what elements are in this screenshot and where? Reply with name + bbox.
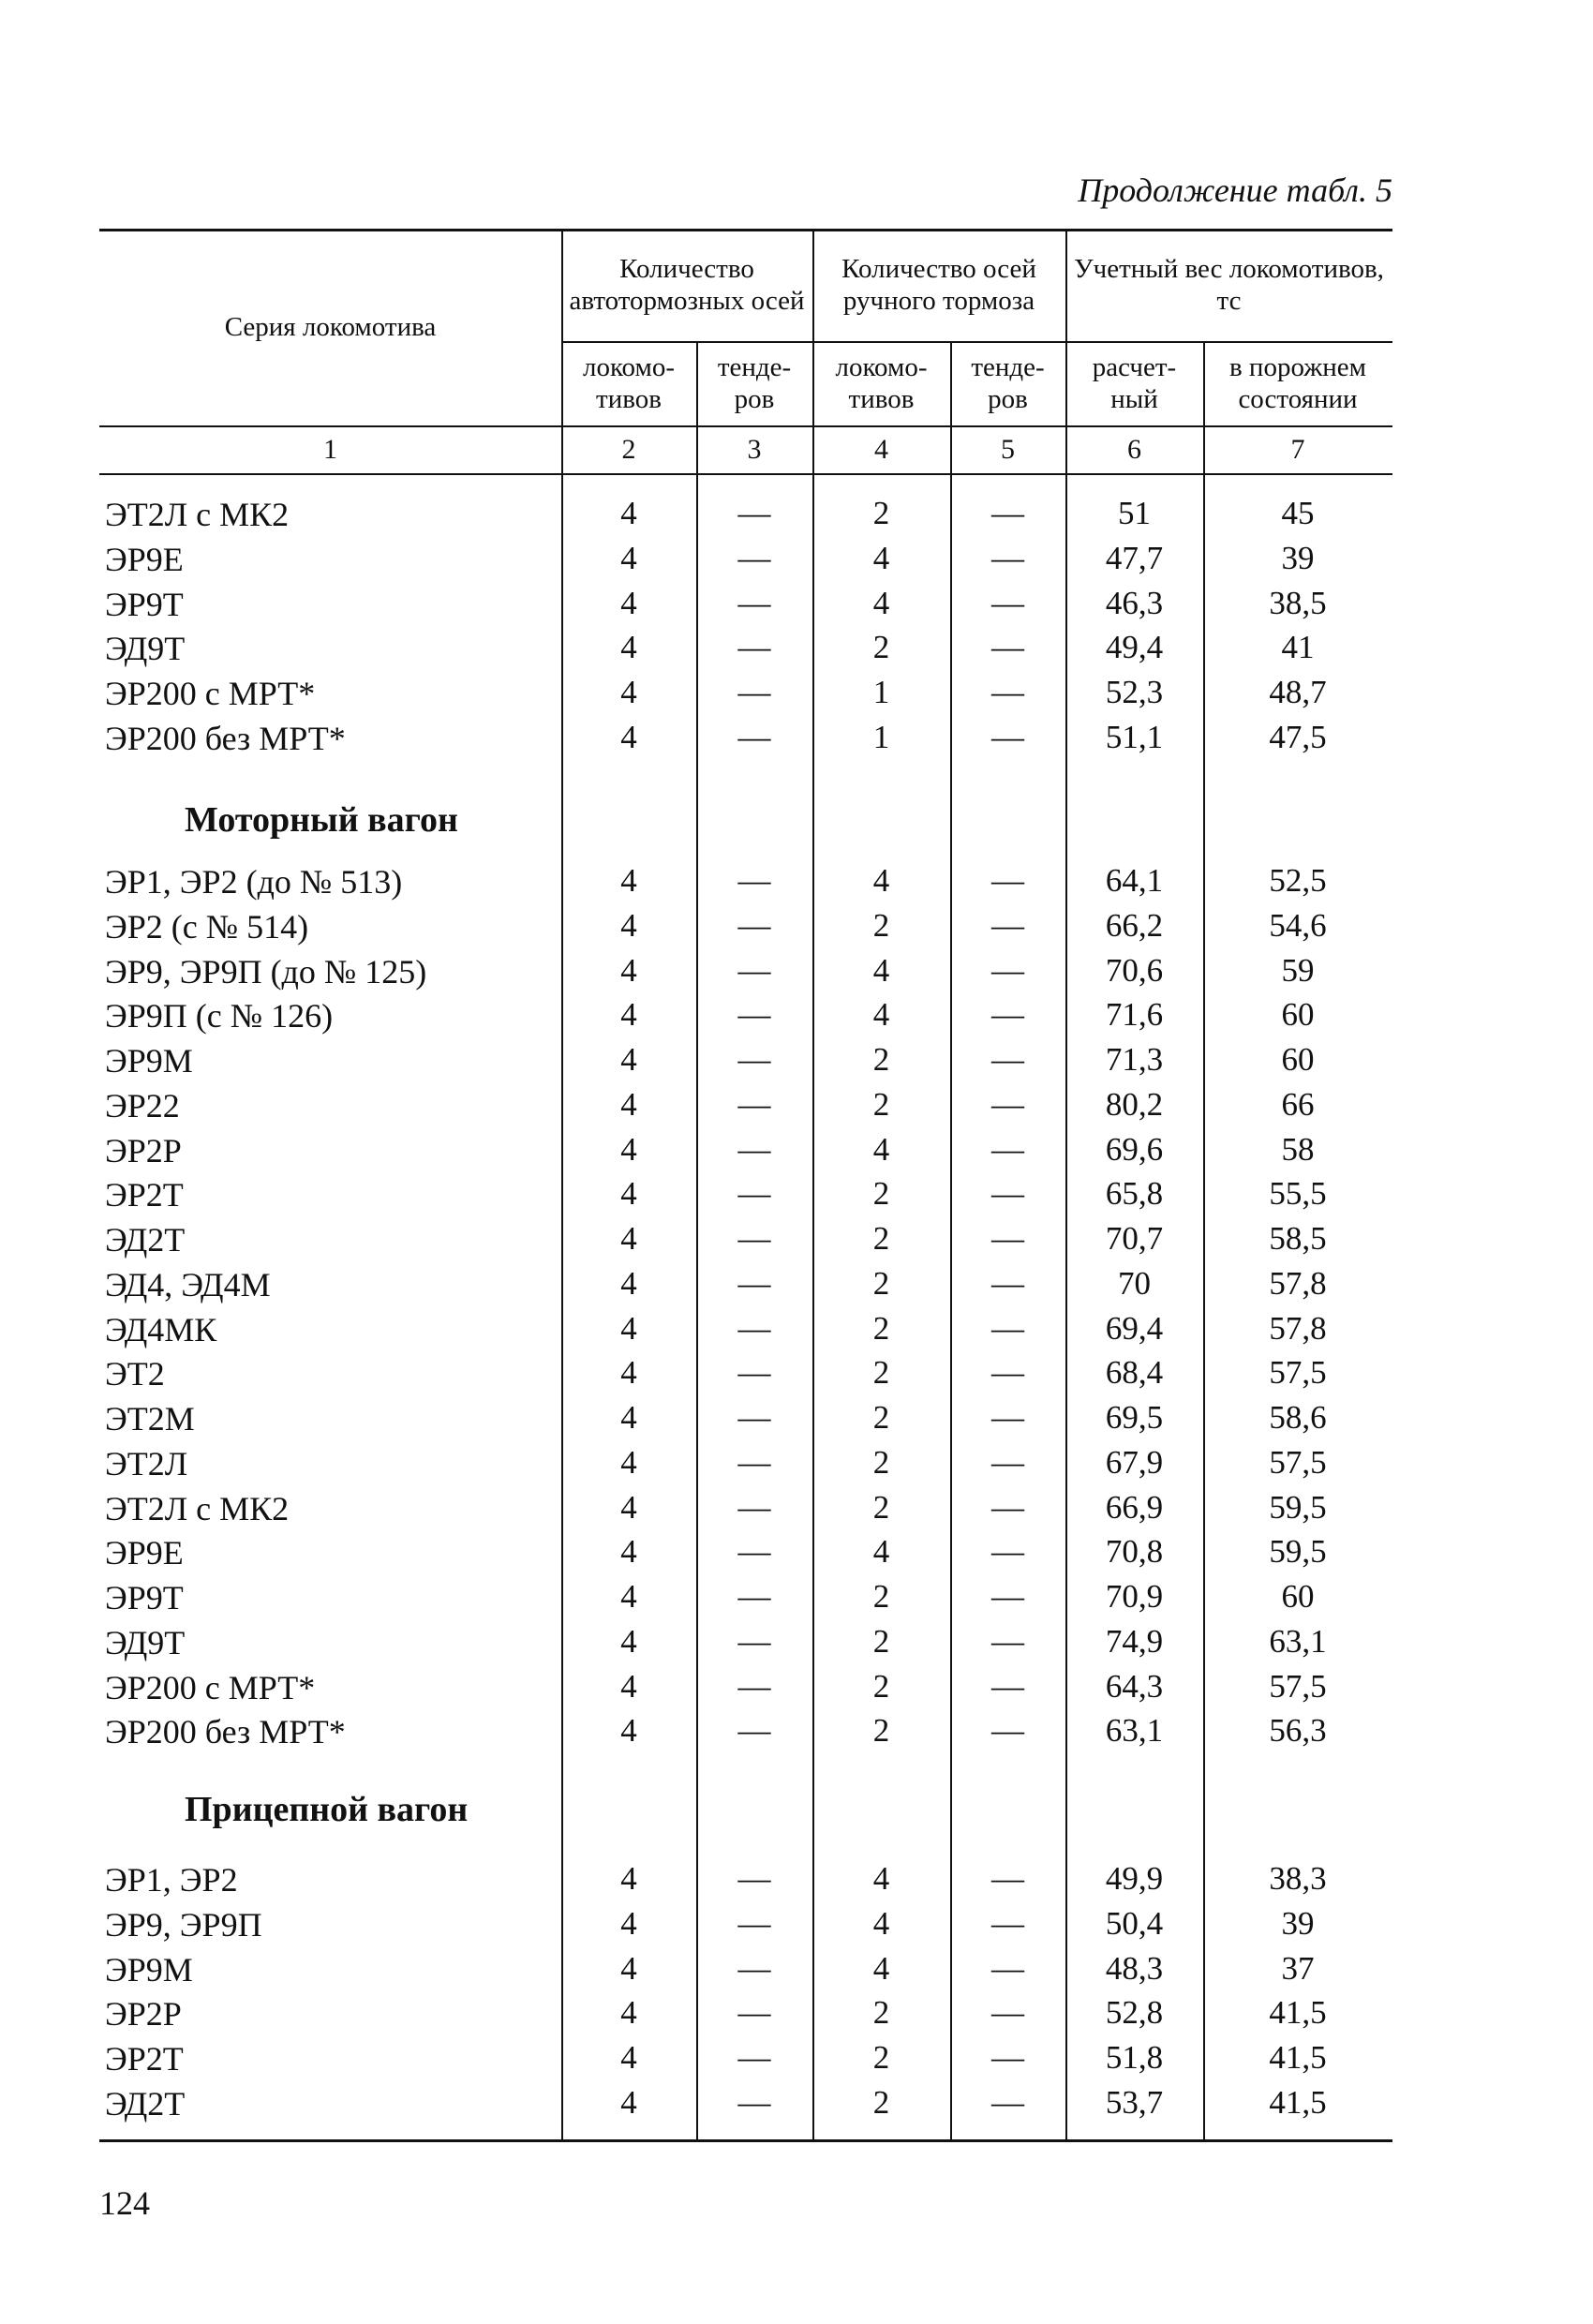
locomotive-series: ЭР22 (105, 1086, 180, 1125)
table-cell: — (991, 495, 1024, 531)
table-cell: — (991, 1264, 1024, 1302)
table-cell: 4 (620, 1667, 637, 1705)
table-cell: 4 (620, 906, 637, 944)
table-cell: — (991, 1860, 1024, 1897)
table-cell: 53,7 (1105, 2083, 1164, 2121)
table-cell: 58 (1281, 1130, 1315, 1168)
locomotive-series: ЭР9Е (105, 540, 184, 578)
table-cell: — (737, 1085, 771, 1123)
table-cell: 4 (620, 951, 637, 989)
table-cell: 4 (620, 862, 637, 899)
table-cell: 58,5 (1269, 1220, 1327, 1257)
table-cell: 2 (872, 1443, 890, 1481)
table-cell: 4 (620, 1399, 637, 1436)
table-cell: 4 (620, 1085, 637, 1123)
table-cell: 67,9 (1105, 1443, 1164, 1481)
table-cell: — (991, 862, 1024, 899)
header-locomotives: локомо- тивов (835, 352, 928, 414)
table-cell: 54,6 (1269, 906, 1327, 944)
table-cell: — (991, 629, 1024, 666)
table-cell: 41,5 (1269, 1994, 1327, 2032)
table-cell: — (737, 1533, 771, 1571)
table-cell: — (737, 906, 771, 944)
table-cell: 58,6 (1269, 1399, 1327, 1436)
locomotive-series: ЭД9Т (105, 630, 186, 668)
table-cell: — (991, 1130, 1024, 1168)
table-cell: 52,5 (1269, 862, 1327, 899)
header-tenders: тенде- ров (717, 352, 792, 414)
table-cell: 69,4 (1105, 1309, 1164, 1347)
table-cell: 2 (872, 1175, 890, 1213)
table-cell: 80,2 (1105, 1085, 1164, 1123)
table-cell: — (737, 495, 771, 531)
table-cell: 4 (620, 1041, 637, 1078)
table-cell: — (737, 584, 771, 621)
table-cell: — (991, 1533, 1024, 1571)
table-cell: 4 (620, 584, 637, 621)
table-cell: 4 (620, 1309, 637, 1347)
locomotive-series: ЭР200 без МРТ* (105, 1713, 346, 1751)
table-cell: 4 (872, 1130, 890, 1168)
table-cell: — (991, 1904, 1024, 1942)
table-cell: 4 (620, 1994, 637, 2032)
table-cell: 4 (620, 1533, 637, 1571)
table-cell: 71,6 (1105, 996, 1164, 1034)
table-cell: 69,6 (1105, 1130, 1164, 1168)
table-cell: 51,8 (1105, 2039, 1164, 2076)
table-cell: 4 (872, 1533, 890, 1571)
table-caption: Продолжение табл. 5 (1078, 171, 1392, 209)
table-cell: 2 (872, 1220, 890, 1257)
table-cell: 48,7 (1269, 674, 1327, 710)
table-cell: 74,9 (1105, 1622, 1164, 1660)
page-number: 124 (99, 2184, 150, 2222)
table-cell: — (737, 862, 771, 899)
table-cell: 2 (872, 1994, 890, 2032)
table-cell: — (991, 2083, 1024, 2121)
table-cell: 41,5 (1269, 2039, 1327, 2076)
header-empty-state: в порожнем состоянии (1228, 352, 1367, 414)
table-cell: 4 (872, 1860, 890, 1897)
table-cell: 63,1 (1269, 1622, 1327, 1660)
table-cell: 59,5 (1269, 1488, 1327, 1526)
table-cell: — (991, 1578, 1024, 1615)
table-cell: 71,3 (1105, 1041, 1164, 1078)
table-cell: — (737, 1399, 771, 1436)
locomotive-series: ЭР2 (с № 514) (105, 907, 309, 946)
table-cell: 2 (872, 1712, 890, 1750)
table-cell: — (991, 718, 1024, 755)
table-cell: 2 (872, 1309, 890, 1347)
column-number: 3 (747, 433, 762, 465)
header-series: Серия локомотива (224, 312, 437, 342)
locomotive-series: ЭР1, ЭР2 (105, 1861, 238, 1899)
table-cell: 59,5 (1269, 1533, 1327, 1571)
locomotive-series: ЭД2Т (105, 1221, 186, 1259)
table-cell: 55,5 (1269, 1175, 1327, 1213)
table-cell: — (991, 539, 1024, 576)
table-cell: 4 (872, 539, 890, 576)
table-cell: 4 (620, 1220, 637, 1257)
table-cell: 52,8 (1105, 1994, 1164, 2032)
table-cell: — (737, 1041, 771, 1078)
table-cell: — (737, 1949, 771, 1987)
table-cell: 4 (620, 1175, 637, 1213)
table-cell: 70 (1118, 1264, 1151, 1302)
locomotive-series: ЭР200 без МРТ* (105, 719, 346, 757)
table-cell: 45 (1281, 495, 1315, 531)
table-cell: 60 (1281, 996, 1315, 1034)
table-cell: 4 (620, 539, 637, 576)
table-cell: 4 (620, 2083, 637, 2121)
header-accounting-weight: Учетный вес локомотивов, тс (1074, 254, 1384, 316)
table-cell: — (991, 1085, 1024, 1123)
table-cell: 2 (872, 1354, 890, 1392)
table-cell: 70,8 (1105, 1533, 1164, 1571)
table-cell: 60 (1281, 1041, 1315, 1078)
table-cell: — (991, 2039, 1024, 2076)
table-bottom-rule (99, 2139, 1392, 2142)
table-cell: 4 (620, 674, 637, 710)
table-cell: — (737, 2039, 771, 2076)
table-cell: 2 (872, 2039, 890, 2076)
table-cell: 4 (872, 584, 890, 621)
locomotive-series: ЭТ2М (105, 1400, 195, 1438)
table-cell: 49,4 (1105, 629, 1164, 666)
locomotive-series: ЭР9М (105, 1950, 193, 1989)
header-locomotives: локомо- тивов (582, 352, 676, 414)
header-auto-brake-axles: Количество автотормозных осей (569, 254, 805, 316)
locomotive-series: ЭР9М (105, 1042, 193, 1080)
table-cell: — (991, 1309, 1024, 1347)
table-cell: 38,5 (1269, 584, 1327, 621)
table-cell: — (737, 1264, 771, 1302)
table-cell: — (737, 1443, 771, 1481)
locomotive-series: ЭР9П (с № 126) (105, 997, 334, 1035)
table-cell: 4 (620, 1622, 637, 1660)
locomotive-series: ЭР2Р (105, 1131, 182, 1169)
table-cell: — (737, 1354, 771, 1392)
table-cell: 70,7 (1105, 1220, 1164, 1257)
table-cell: 1 (872, 674, 890, 710)
table-cell: — (737, 1578, 771, 1615)
table-cell: — (991, 674, 1024, 710)
table-cell: — (991, 996, 1024, 1034)
table-cell: 41 (1281, 629, 1315, 666)
table-cell: — (737, 1622, 771, 1660)
table-cell: 2 (872, 1488, 890, 1526)
table-cell: 4 (620, 1264, 637, 1302)
table-cell: 51 (1118, 495, 1151, 531)
table-cell: 4 (620, 629, 637, 666)
locomotive-series: ЭД4МК (105, 1310, 217, 1348)
table-cell: — (737, 629, 771, 666)
table-cell: — (737, 1994, 771, 2032)
table-cell: 4 (620, 1443, 637, 1481)
table-cell: 4 (872, 951, 890, 989)
locomotive-series: ЭР2Т (105, 1176, 184, 1214)
locomotive-series: ЭР1, ЭР2 (до № 513) (105, 863, 403, 901)
table-cell: 64,1 (1105, 862, 1164, 899)
locomotive-series: ЭР9Т (105, 585, 184, 623)
table-cell: 69,5 (1105, 1399, 1164, 1436)
locomotive-series: ЭР9Е (105, 1534, 184, 1572)
table-cell: — (991, 1667, 1024, 1705)
table-cell: — (991, 1443, 1024, 1481)
locomotive-series: ЭТ2Л (105, 1444, 188, 1482)
locomotive-series: ЭР9, ЭР9П (105, 1905, 262, 1944)
table-cell: — (737, 1488, 771, 1526)
table-cell: — (737, 1309, 771, 1347)
table-cell: — (737, 1220, 771, 1257)
locomotive-series: ЭД2Т (105, 2084, 186, 2123)
table-cell: 37 (1281, 1949, 1315, 1987)
column-number: 7 (1290, 433, 1305, 465)
locomotive-series: ЭР200 с МРТ* (105, 675, 316, 712)
table-cell: — (991, 584, 1024, 621)
table-cell: 66,9 (1105, 1488, 1164, 1526)
table-cell: 57,5 (1269, 1354, 1327, 1392)
table-cell: — (737, 1175, 771, 1213)
header-calculated: расчет- ный (1092, 352, 1177, 414)
locomotive-series: ЭТ2Л с МК2 (105, 496, 290, 533)
table-cell: 50,4 (1105, 1904, 1164, 1942)
table-cell: — (991, 1354, 1024, 1392)
table-cell: 2 (872, 1578, 890, 1615)
table-cell: 4 (620, 1860, 637, 1897)
table-cell: 60 (1281, 1578, 1315, 1615)
table-cell: 56,3 (1269, 1712, 1327, 1750)
table-cell: 2 (872, 1622, 890, 1660)
locomotive-series: ЭТ2 (105, 1355, 165, 1393)
header-tenders: тенде- ров (971, 352, 1045, 414)
table-cell: 59 (1281, 951, 1315, 989)
table-cell: 47,5 (1269, 718, 1327, 755)
table-cell: 2 (872, 1667, 890, 1705)
table-cell: 2 (872, 1399, 890, 1436)
column-number: 5 (1001, 433, 1015, 465)
table-cell: 2 (872, 906, 890, 944)
table-cell: 52,3 (1105, 674, 1164, 710)
table-cell: 64,3 (1105, 1667, 1164, 1705)
table-cell: 4 (872, 862, 890, 899)
table-cell: 57,5 (1269, 1667, 1327, 1705)
table-cell: — (991, 1712, 1024, 1750)
table-cell: 4 (620, 996, 637, 1034)
table-cell: 70,6 (1105, 951, 1164, 989)
table-cell: 70,9 (1105, 1578, 1164, 1615)
column-number-bottom-rule (99, 473, 1392, 475)
table-cell: 48,3 (1105, 1949, 1164, 1987)
table-cell: — (991, 1041, 1024, 1078)
table-cell: — (991, 1949, 1024, 1987)
table-cell: 4 (620, 495, 637, 531)
table-cell: 4 (620, 1712, 637, 1750)
table-cell: 2 (872, 629, 890, 666)
table-cell: 63,1 (1105, 1712, 1164, 1750)
table-cell: — (991, 1175, 1024, 1213)
table-cell: 4 (620, 2039, 637, 2076)
table-cell: 2 (872, 495, 890, 531)
table-cell: 49,9 (1105, 1860, 1164, 1897)
table-cell: 65,8 (1105, 1175, 1164, 1213)
locomotive-series: ЭД4, ЭД4М (105, 1265, 271, 1304)
table-cell: 4 (620, 1578, 637, 1615)
table-cell: 4 (620, 1130, 637, 1168)
table-cell: — (737, 1860, 771, 1897)
table-cell: 41,5 (1269, 2083, 1327, 2121)
table-cell: — (737, 1130, 771, 1168)
locomotive-series: ЭД9Т (105, 1623, 186, 1661)
table-cell: 2 (872, 1085, 890, 1123)
table-cell: — (737, 1712, 771, 1750)
table-cell: 4 (872, 1904, 890, 1942)
section-title: Моторный вагон (185, 800, 458, 840)
table-cell: 4 (620, 1488, 637, 1526)
table-cell: — (991, 1488, 1024, 1526)
column-number: 6 (1127, 433, 1141, 465)
table-cell: — (991, 906, 1024, 944)
table-cell: 4 (620, 1904, 637, 1942)
locomotive-series: ЭР200 с МРТ* (105, 1668, 316, 1706)
table-cell: 39 (1281, 539, 1315, 576)
table-cell: — (737, 539, 771, 576)
table-cell: 2 (872, 1264, 890, 1302)
table-cell: — (737, 951, 771, 989)
table-cell: — (737, 1667, 771, 1705)
table-cell: 66 (1281, 1085, 1315, 1123)
table-cell: 68,4 (1105, 1354, 1164, 1392)
table-cell: 57,8 (1269, 1309, 1327, 1347)
locomotive-series: ЭР9, ЭР9П (до № 125) (105, 952, 427, 991)
table-cell: 46,3 (1105, 584, 1164, 621)
table-cell: 39 (1281, 1904, 1315, 1942)
column-number: 2 (621, 433, 636, 465)
table-cell: 66,2 (1105, 906, 1164, 944)
table-cell: — (737, 674, 771, 710)
locomotive-series: ЭТ2Л с МК2 (105, 1489, 290, 1527)
table-cell: 2 (872, 1041, 890, 1078)
header-hand-brake-axles: Количество осей ручного тормоза (841, 254, 1036, 316)
table-cell: 4 (620, 1354, 637, 1392)
table-cell: 47,7 (1105, 539, 1164, 576)
table-cell: — (991, 951, 1024, 989)
table-cell: 57,8 (1269, 1264, 1327, 1302)
table-cell: — (991, 1399, 1024, 1436)
table-cell: 38,3 (1269, 1860, 1327, 1897)
table-cell: 4 (620, 718, 637, 755)
table-cell: 51,1 (1105, 718, 1164, 755)
column-number: 1 (323, 433, 337, 465)
table-cell: — (737, 1904, 771, 1942)
table-cell: — (737, 718, 771, 755)
table-cell: — (991, 1622, 1024, 1660)
table-cell: 4 (872, 1949, 890, 1987)
table-cell: — (991, 1994, 1024, 2032)
table-cell: 57,5 (1269, 1443, 1327, 1481)
locomotive-series: ЭР2Т (105, 2040, 184, 2078)
table-cell: — (991, 1220, 1024, 1257)
table-cell: — (737, 2083, 771, 2121)
locomotive-series: ЭР9Т (105, 1579, 184, 1616)
column-number: 4 (874, 433, 888, 465)
section-title: Прицепной вагон (185, 1790, 469, 1829)
table-cell: 1 (872, 718, 890, 755)
table-cell: 2 (872, 2083, 890, 2121)
locomotive-series: ЭР2Р (105, 1995, 182, 2034)
table-cell: — (737, 996, 771, 1034)
table-cell: 4 (872, 996, 890, 1034)
table-cell: 4 (620, 1949, 637, 1987)
